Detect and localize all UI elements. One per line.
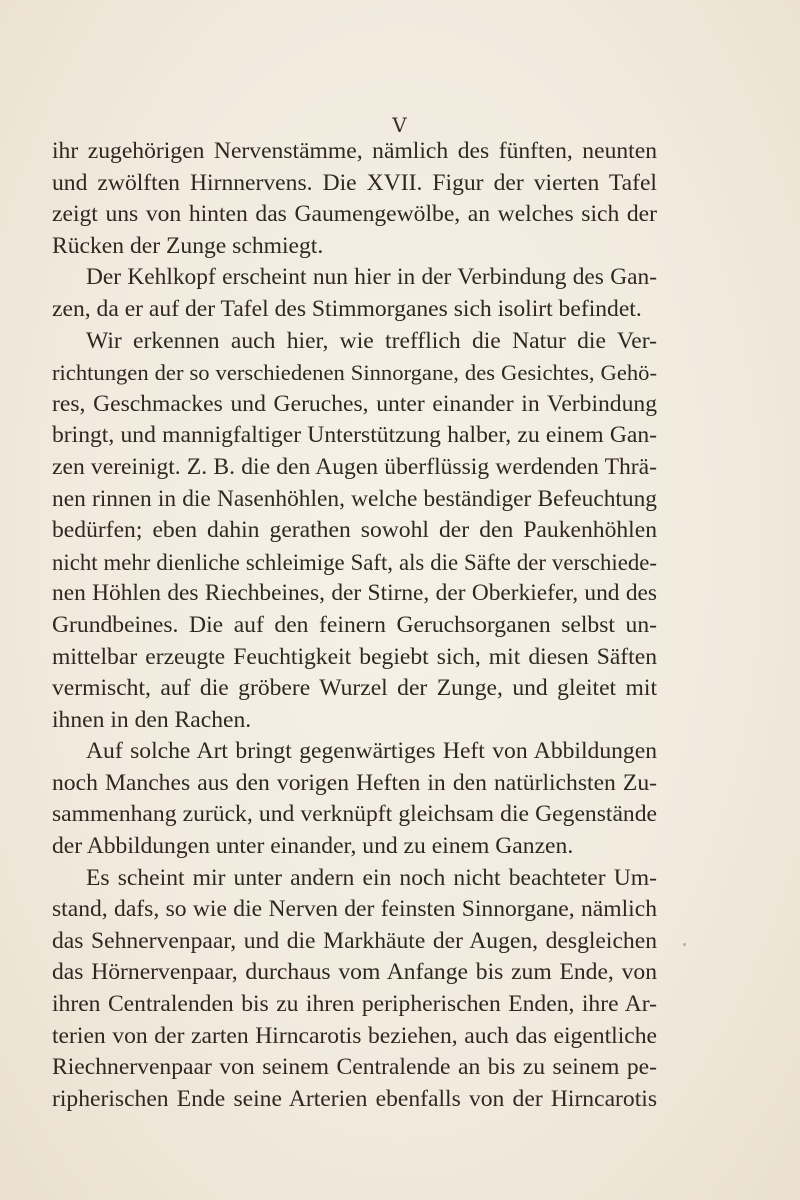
body-text [52, 136, 657, 1115]
text-line: nen rinnen in die Nasenhöhlen, welche beständiger Befeuchtung [52, 485, 657, 512]
text-line: zen vereinigt. Z. B. die den Augen überflüssig werdenden Thrä- [52, 453, 657, 480]
text-line: mittelbar erzeugte Feuchtigkeit begiebt sich, mit diesen Säften [52, 643, 657, 670]
text-line: das Sehnervenpaar, und die Markhäute der Augen, desgleichen [52, 927, 657, 954]
text-line: Wir erkennen auch hier, wie trefflich die Natur die Ver- [86, 327, 657, 354]
page-number: V [392, 113, 408, 137]
text-line: Es scheint mir unter andern ein noch nicht beachteter Um- [86, 864, 657, 891]
text-line: zeigt uns von hinten das Gaumengewölbe, an welches sich der [52, 201, 657, 228]
text-line: ihnen in den Rachen. [52, 706, 252, 733]
text-line: ripherischen Ende seine Arterien ebenfalls von der Hirncarotis [52, 1085, 657, 1112]
text-line: das Hörnervenpaar, durchaus vom Anfange bis zum Ende, von [52, 959, 657, 986]
text-line: stand, dafs, so wie die Nerven der feinsten Sinnorgane, nämlich [52, 896, 657, 923]
text-line: Grundbeines. Die auf den feinern Geruchsorganen selbst un- [52, 611, 657, 638]
text-line: Rücken der Zunge schmiegt. [52, 232, 324, 259]
text-line: der Abbildungen unter einander, und zu einem Ganzen. [52, 833, 574, 860]
text-line: sammenhang zurück, und verknüpft gleichsam die Gegenstände [52, 801, 657, 828]
text-line: zen, da er auf der Tafel des Stimmorganes sich isolirt befindet. [52, 295, 642, 322]
text-line: res, Geschmackes und Geruches, unter einander in Verbindung [52, 390, 657, 417]
text-line: terien von der zarten Hirncarotis beziehen, auch das eigentliche [52, 1022, 657, 1049]
text-line: vermischt, auf die gröbere Wurzel der Zunge, und gleitet mit [52, 675, 657, 702]
text-line: bringt, und mannigfaltiger Unterstützung halber, zu einem Gan- [52, 422, 657, 449]
text-line: nicht mehr dienliche schleimige Saft, als die Säfte der verschiede- [52, 549, 657, 575]
paper-speck [683, 943, 686, 946]
text-line: und zwölften Hirnnervens. Die XVII. Figur der vierten Tafel [52, 169, 657, 196]
text-line: richtungen der so verschiedenen Sinnorgane, des Gesichtes, Gehö- [52, 360, 657, 386]
text-line: nen Höhlen des Riechbeines, der Stirne, der Oberkiefer, und des [52, 580, 657, 607]
text-line: ihren Centralenden bis zu ihren peripherischen Enden, ihre Ar- [52, 991, 657, 1018]
text-line: Riechnervenpaar von seinem Centralende an bis zu seinem pe- [52, 1054, 657, 1081]
text-line: bedürfen; eben dahin gerathen sowohl der den Paukenhöhlen [52, 517, 657, 544]
text-line: noch Manches aus den vorigen Heften in den natürlichsten Zu- [52, 769, 657, 796]
text-line: ihr zugehörigen Nervenstämme, nämlich des fünften, neunten [52, 138, 657, 164]
text-line: Auf solche Art bringt gegenwärtiges Heft von Abbildungen [86, 738, 657, 765]
text-line: Der Kehlkopf erscheint nun hier in der Verbindung des Gan- [86, 264, 657, 291]
